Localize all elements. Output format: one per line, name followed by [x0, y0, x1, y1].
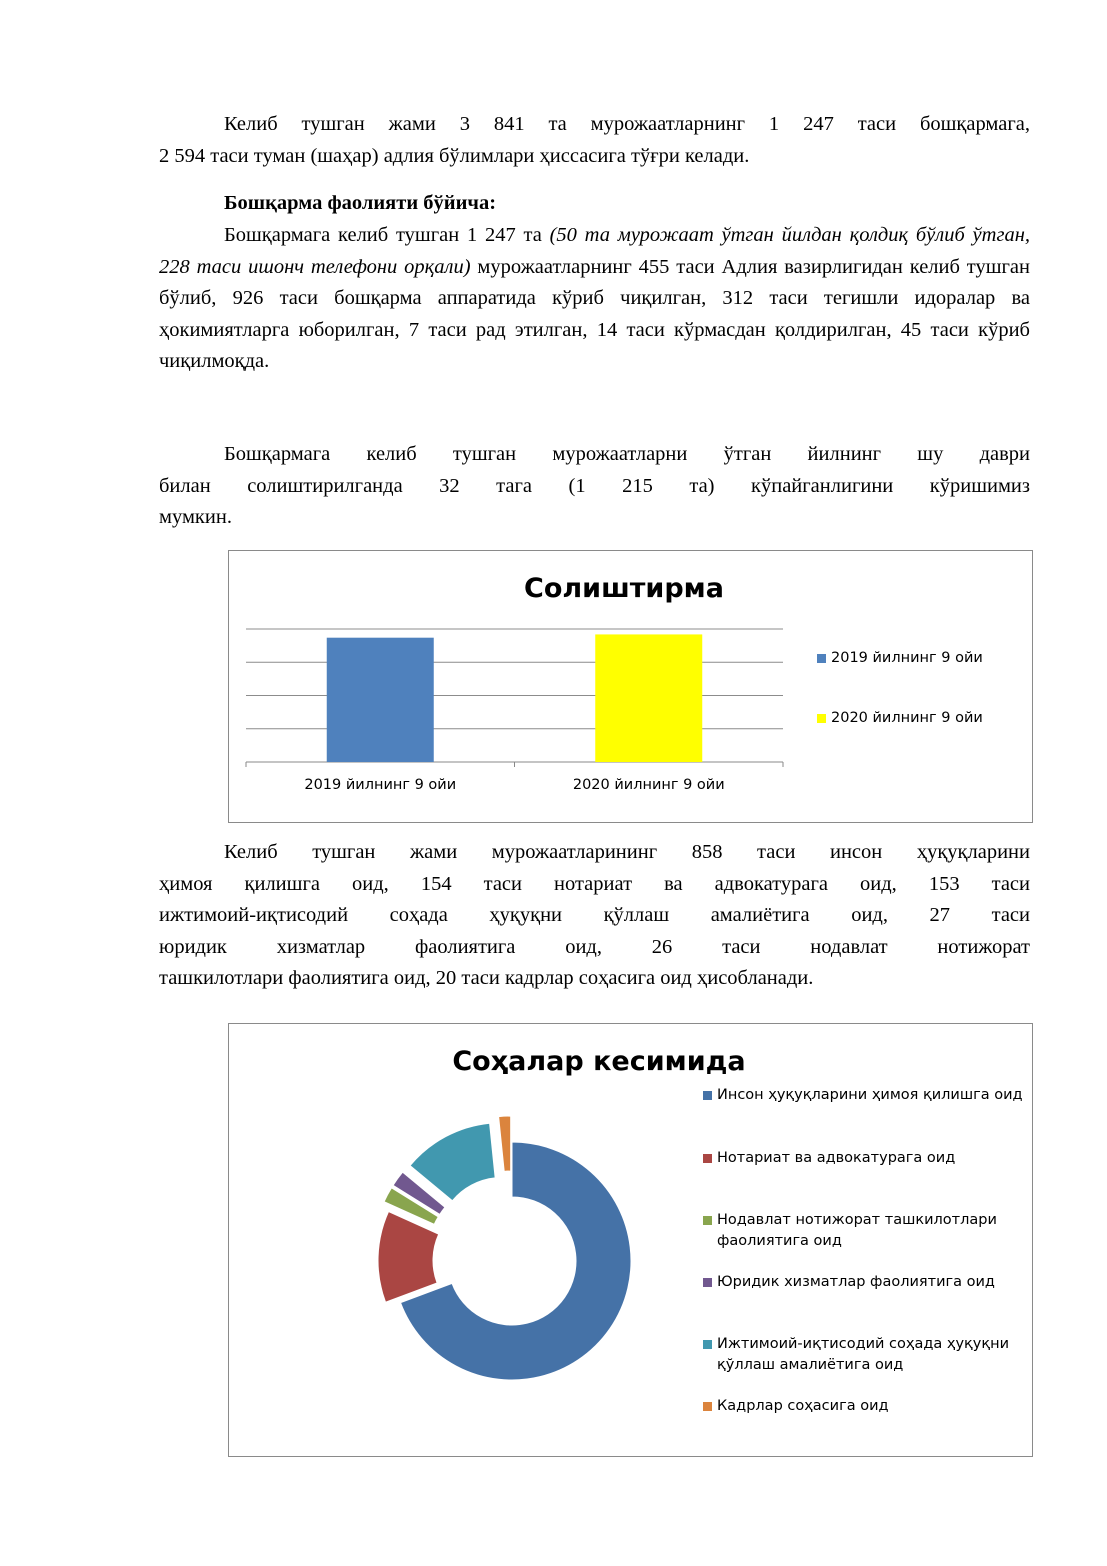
legend-label: Инсон ҳуқуқларини ҳимоя қилишга оид: [717, 1087, 1023, 1103]
legend-item: [703, 1085, 1023, 1106]
chart-title: Солиштирма: [524, 573, 724, 604]
x-tick-label: 2019 йилнинг 9 ойи: [304, 777, 457, 793]
legend-label: Нодавлат нотижорат ташкилотлари фаолиятига оид: [717, 1212, 997, 1249]
paragraph-management: [159, 220, 1030, 378]
chart-title: Соҳалар кесимида: [452, 1046, 746, 1077]
bar: [595, 634, 702, 762]
paragraph-comparison: [159, 439, 1030, 534]
legend-label: Кадрлар соҳасига оид: [717, 1398, 889, 1414]
paragraph-categories: [159, 837, 1030, 995]
legend-swatch: [703, 1154, 712, 1163]
paragraph-rest: мурожаатларнинг 455 таси Адлия вазирлигидан келиб тушган бўлиб, 926 таси бошқарма аппаратида кўриб чиқилган, 312 таси тегишли идоралар ва ҳокимиятларга юборилган, 7 таси рад этилган, 14 таси кўрмасдан қолдирилган, 45 таси кўриб чиқилмоқда.: [159, 255, 1030, 373]
paragraph-line: юридик хизматлар фаолиятига оид, 26 таси нодавлат нотижорат: [159, 935, 1030, 958]
paragraph-line: Келиб тушган жами 3 841 та мурожаатларнинг 1 247 таси бошқармага,: [224, 113, 1030, 135]
legend-swatch: [703, 1402, 712, 1411]
paragraph-intro: [159, 109, 1030, 172]
paragraph-line: Келиб тушган жами мурожаатларининг 858 таси инсон ҳуқуқларини: [224, 841, 1030, 863]
bar: [327, 638, 434, 762]
paragraph-line: билан солиштирилганда 32 тага (1 215 та) кўпайганлигини кўришимиз: [159, 474, 1030, 497]
paragraph-line: мумкин.: [159, 506, 232, 529]
paragraph-lead: Бошқармага келиб тушган 1 247 та: [224, 224, 550, 246]
legend-swatch: [703, 1340, 712, 1349]
legend-swatch: [817, 714, 826, 723]
legend-swatch: [817, 654, 826, 663]
legend-item: [703, 1272, 1023, 1293]
legend-swatch: [703, 1278, 712, 1287]
bar-chart-plot: [229, 551, 1032, 822]
paragraph-italic-note: (50 та мурожаат ўтган йилдан қолдиқ бўлиб ўтган, 228 таси ишонч телефони орқали): [159, 224, 1031, 278]
legend-swatch: [703, 1091, 712, 1100]
legend-label: Юридик хизматлар фаолиятига оид: [717, 1274, 995, 1290]
paragraph-line: ташкилотлари фаолиятига оид, 20 таси кадрлар соҳасига оид ҳисобланади.: [159, 967, 814, 990]
paragraph-line: ҳимоя қилишга оид, 154 таси нотариат ва адвокатурага оид, 153 таси: [159, 872, 1030, 895]
section-heading: Бошқарма фаолияти бўйича:: [224, 192, 497, 214]
legend-item-2019: 2019 йилнинг 9 ойи: [817, 648, 1017, 669]
donut-slice: [378, 1212, 439, 1303]
legend-label: Нотариат ва адвокатурага оид: [717, 1150, 956, 1166]
legend-swatch: [703, 1216, 712, 1225]
legend-label: Ижтимоий-иқтисодий соҳада ҳуқуқни қўллаш амалиётига оид: [717, 1336, 1010, 1373]
paragraph-line: Бошқармага келиб тушган мурожаатларни ўтган йилнинг шу даври: [224, 443, 1030, 465]
legend-item: [703, 1334, 1023, 1376]
paragraph-line: ижтимоий-иқтисодий соҳада ҳуқуқни қўллаш амалиётига оид, 27 таси: [159, 904, 1030, 927]
x-tick-label: 2020 йилнинг 9 ойи: [572, 777, 725, 793]
legend-item: [703, 1396, 1023, 1417]
legend-item: [703, 1210, 1023, 1252]
legend-item: [703, 1148, 1023, 1169]
legend-item-2020: 2020 йилнинг 9 ойи: [817, 708, 1017, 729]
donut-chart-sectors: [228, 1023, 1033, 1457]
paragraph-line: 2 594 таси туман (шаҳар) адлия бўлимлари ҳиссасига тўғри келади.: [159, 144, 750, 167]
bar-chart-comparison: [228, 550, 1033, 823]
donut-slice: [499, 1116, 511, 1171]
